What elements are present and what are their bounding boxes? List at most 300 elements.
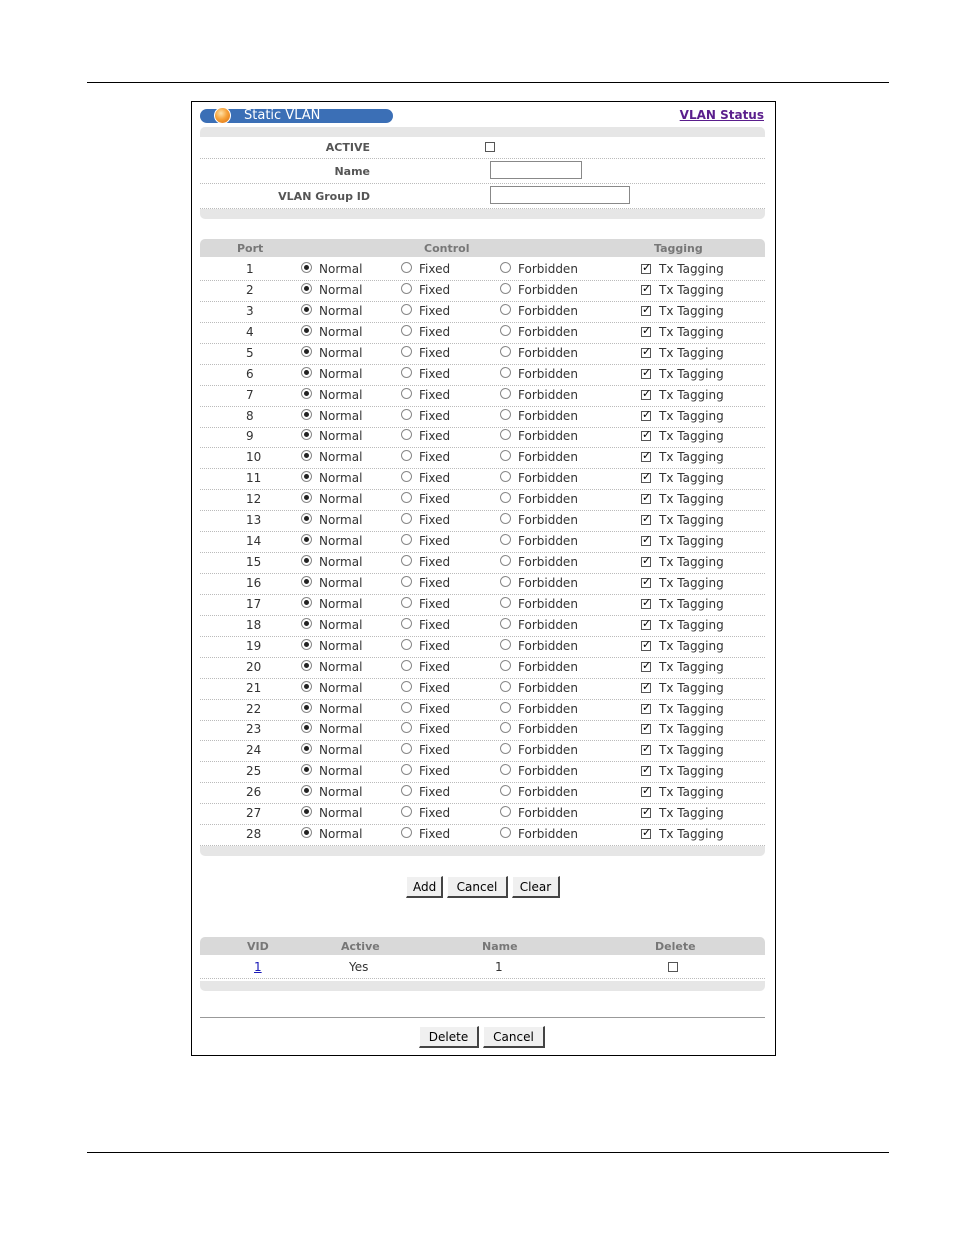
port-row [200, 322, 765, 344]
forbidden-radio[interactable] [500, 722, 511, 733]
normal-radio[interactable] [301, 283, 312, 294]
fixed-label: Fixed [419, 681, 451, 695]
fixed-radio[interactable] [401, 597, 412, 608]
tx-tagging-checkbox[interactable] [641, 452, 651, 462]
port-number: 14 [246, 534, 262, 548]
normal-label: Normal [319, 304, 363, 318]
normal-radio[interactable] [301, 367, 312, 378]
tx-tagging-checkbox[interactable] [641, 557, 651, 567]
port-number: 6 [246, 367, 254, 381]
tx-tagging-checkbox[interactable] [641, 745, 651, 755]
name-row [200, 159, 765, 184]
port-table-bottom-band [200, 846, 765, 856]
forbidden-label: Forbidden [518, 388, 578, 402]
tx-tagging-label: Tx Tagging [659, 576, 724, 590]
tx-tagging-checkbox[interactable] [641, 683, 651, 693]
forbidden-label: Forbidden [518, 576, 578, 590]
forbidden-radio[interactable] [500, 576, 511, 587]
static-vlan-panel [191, 101, 776, 1056]
forbidden-label: Forbidden [518, 806, 578, 820]
fixed-radio[interactable] [401, 346, 412, 357]
fixed-radio[interactable] [401, 806, 412, 817]
normal-radio[interactable] [301, 722, 312, 733]
fixed-radio[interactable] [401, 702, 412, 713]
fixed-radio[interactable] [401, 429, 412, 440]
forbidden-label: Forbidden [518, 262, 578, 276]
fixed-label: Fixed [419, 492, 451, 506]
tx-tagging-label: Tx Tagging [659, 827, 724, 841]
port-row [200, 468, 765, 490]
tx-tagging-checkbox[interactable] [641, 285, 651, 295]
tx-tagging-label: Tx Tagging [659, 429, 724, 443]
tx-tagging-label: Tx Tagging [659, 597, 724, 611]
fixed-label: Fixed [419, 618, 451, 632]
tx-tagging-checkbox[interactable] [641, 704, 651, 714]
tx-tagging-checkbox[interactable] [641, 515, 651, 525]
tx-tagging-label: Tx Tagging [659, 471, 724, 485]
tx-tagging-checkbox[interactable] [641, 494, 651, 504]
forbidden-radio[interactable] [500, 429, 511, 440]
port-row [200, 657, 765, 679]
tx-tagging-label: Tx Tagging [659, 806, 724, 820]
port-row [200, 824, 765, 846]
fixed-label: Fixed [419, 702, 451, 716]
normal-radio[interactable] [301, 429, 312, 440]
active-value: Yes [349, 960, 369, 974]
port-row [200, 615, 765, 637]
vid-link[interactable]: 1 [254, 960, 262, 974]
forbidden-label: Forbidden [518, 513, 578, 527]
forbidden-radio[interactable] [500, 325, 511, 336]
tx-tagging-label: Tx Tagging [659, 492, 724, 506]
normal-radio[interactable] [301, 471, 312, 482]
fixed-label: Fixed [419, 388, 451, 402]
fixed-radio[interactable] [401, 367, 412, 378]
tagging-header: Tagging [654, 242, 703, 255]
port-number: 25 [246, 764, 262, 778]
port-number: 23 [246, 722, 262, 736]
port-number: 12 [246, 492, 262, 506]
normal-label: Normal [319, 367, 363, 381]
fixed-label: Fixed [419, 806, 451, 820]
normal-label: Normal [319, 388, 363, 402]
fixed-radio[interactable] [401, 409, 412, 420]
forbidden-radio[interactable] [500, 492, 511, 503]
forbidden-label: Forbidden [518, 660, 578, 674]
tx-tagging-label: Tx Tagging [659, 660, 724, 674]
tx-tagging-checkbox[interactable] [641, 662, 651, 672]
forbidden-radio[interactable] [500, 681, 511, 692]
normal-label: Normal [319, 346, 363, 360]
forbidden-radio[interactable] [500, 409, 511, 420]
port-row [200, 385, 765, 407]
normal-radio[interactable] [301, 764, 312, 775]
fixed-radio[interactable] [401, 283, 412, 294]
tx-tagging-label: Tx Tagging [659, 785, 724, 799]
fixed-label: Fixed [419, 576, 451, 590]
normal-label: Normal [319, 785, 363, 799]
tx-tagging-checkbox[interactable] [641, 620, 651, 630]
fixed-radio[interactable] [401, 764, 412, 775]
fixed-radio[interactable] [401, 555, 412, 566]
normal-radio[interactable] [301, 576, 312, 587]
normal-label: Normal [319, 764, 363, 778]
fixed-label: Fixed [419, 283, 451, 297]
tx-tagging-checkbox[interactable] [641, 829, 651, 839]
port-number: 21 [246, 681, 262, 695]
fixed-radio[interactable] [401, 743, 412, 754]
clear-button[interactable]: Clear [512, 876, 560, 898]
normal-radio[interactable] [301, 702, 312, 713]
port-header: Port [237, 242, 264, 255]
normal-radio[interactable] [301, 555, 312, 566]
forbidden-radio[interactable] [500, 702, 511, 713]
forbidden-label: Forbidden [518, 618, 578, 632]
port-number: 20 [246, 660, 262, 674]
tx-tagging-label: Tx Tagging [659, 262, 724, 276]
forbidden-radio[interactable] [500, 555, 511, 566]
normal-label: Normal [319, 639, 363, 653]
fixed-radio[interactable] [401, 660, 412, 671]
forbidden-radio[interactable] [500, 743, 511, 754]
forbidden-label: Forbidden [518, 785, 578, 799]
active-header: Active [341, 940, 380, 953]
forbidden-label: Forbidden [518, 429, 578, 443]
forbidden-radio[interactable] [500, 764, 511, 775]
port-number: 2 [246, 283, 254, 297]
tx-tagging-checkbox[interactable] [641, 306, 651, 316]
forbidden-label: Forbidden [518, 681, 578, 695]
fixed-radio[interactable] [401, 471, 412, 482]
fixed-label: Fixed [419, 429, 451, 443]
summary-table-header [200, 937, 765, 955]
fixed-label: Fixed [419, 660, 451, 674]
normal-label: Normal [319, 471, 363, 485]
port-number: 22 [246, 702, 262, 716]
forbidden-label: Forbidden [518, 492, 578, 506]
forbidden-label: Forbidden [518, 722, 578, 736]
normal-radio[interactable] [301, 785, 312, 796]
port-number: 18 [246, 618, 262, 632]
vid-header: VID [247, 940, 269, 953]
port-number: 5 [246, 346, 254, 360]
name-label: Name [334, 165, 370, 178]
tx-tagging-checkbox[interactable] [641, 578, 651, 588]
fixed-radio[interactable] [401, 722, 412, 733]
port-row [200, 803, 765, 825]
forbidden-radio[interactable] [500, 785, 511, 796]
port-row [200, 259, 765, 281]
delete-checkbox[interactable] [668, 962, 678, 972]
tx-tagging-label: Tx Tagging [659, 764, 724, 778]
fixed-radio[interactable] [401, 262, 412, 273]
forbidden-radio[interactable] [500, 534, 511, 545]
normal-label: Normal [319, 806, 363, 820]
forbidden-radio[interactable] [500, 618, 511, 629]
port-number: 3 [246, 304, 254, 318]
forbidden-label: Forbidden [518, 639, 578, 653]
tx-tagging-checkbox[interactable] [641, 390, 651, 400]
tx-tagging-label: Tx Tagging [659, 639, 724, 653]
port-row [200, 678, 765, 700]
name-value: 1 [495, 960, 503, 974]
fixed-label: Fixed [419, 346, 451, 360]
normal-label: Normal [319, 450, 363, 464]
normal-radio[interactable] [301, 743, 312, 754]
fixed-radio[interactable] [401, 639, 412, 650]
port-row [200, 594, 765, 616]
forbidden-label: Forbidden [518, 702, 578, 716]
fixed-radio[interactable] [401, 618, 412, 629]
fixed-radio[interactable] [401, 388, 412, 399]
port-number: 15 [246, 555, 262, 569]
forbidden-radio[interactable] [500, 827, 511, 838]
port-number: 19 [246, 639, 262, 653]
page-bottom-rule [87, 1152, 889, 1153]
group-id-label: VLAN Group ID [278, 190, 370, 203]
cancel-button[interactable]: Cancel [447, 876, 508, 898]
tx-tagging-label: Tx Tagging [659, 722, 724, 736]
add-button[interactable]: Add [406, 876, 443, 898]
forbidden-label: Forbidden [518, 283, 578, 297]
tx-tagging-label: Tx Tagging [659, 304, 724, 318]
forbidden-label: Forbidden [518, 346, 578, 360]
name-input[interactable] [490, 161, 582, 179]
tx-tagging-label: Tx Tagging [659, 367, 724, 381]
name-header: Name [482, 940, 518, 953]
fixed-label: Fixed [419, 409, 451, 423]
tx-tagging-label: Tx Tagging [659, 409, 724, 423]
tx-tagging-checkbox[interactable] [641, 787, 651, 797]
form-bottom-band [200, 209, 765, 219]
forbidden-label: Forbidden [518, 471, 578, 485]
tx-tagging-label: Tx Tagging [659, 346, 724, 360]
tx-tagging-checkbox[interactable] [641, 536, 651, 546]
tx-tagging-label: Tx Tagging [659, 743, 724, 757]
fixed-radio[interactable] [401, 827, 412, 838]
port-row [200, 343, 765, 365]
tx-tagging-checkbox[interactable] [641, 348, 651, 358]
port-number: 24 [246, 743, 262, 757]
forbidden-label: Forbidden [518, 409, 578, 423]
tx-tagging-label: Tx Tagging [659, 555, 724, 569]
fixed-label: Fixed [419, 639, 451, 653]
port-row [200, 552, 765, 574]
fixed-label: Fixed [419, 262, 451, 276]
page-top-rule [87, 82, 889, 83]
forbidden-radio[interactable] [500, 450, 511, 461]
forbidden-label: Forbidden [518, 304, 578, 318]
form-top-band [200, 127, 765, 137]
normal-radio[interactable] [301, 534, 312, 545]
port-row [200, 573, 765, 595]
normal-label: Normal [319, 597, 363, 611]
port-row [200, 719, 765, 741]
forbidden-label: Forbidden [518, 743, 578, 757]
normal-label: Normal [319, 618, 363, 632]
summary-bottom-band [200, 981, 765, 991]
orange-orb-icon [214, 107, 231, 124]
port-number: 17 [246, 597, 262, 611]
normal-radio[interactable] [301, 618, 312, 629]
port-number: 9 [246, 429, 254, 443]
forbidden-radio[interactable] [500, 513, 511, 524]
port-row [200, 406, 765, 428]
tx-tagging-label: Tx Tagging [659, 534, 724, 548]
forbidden-label: Forbidden [518, 325, 578, 339]
tx-tagging-checkbox[interactable] [641, 327, 651, 337]
fixed-label: Fixed [419, 785, 451, 799]
tx-tagging-checkbox[interactable] [641, 808, 651, 818]
fixed-label: Fixed [419, 597, 451, 611]
forbidden-radio[interactable] [500, 388, 511, 399]
tx-tagging-checkbox[interactable] [641, 724, 651, 734]
normal-radio[interactable] [301, 827, 312, 838]
port-table-header [200, 239, 765, 257]
tx-tagging-label: Tx Tagging [659, 513, 724, 527]
normal-label: Normal [319, 534, 363, 548]
forbidden-label: Forbidden [518, 450, 578, 464]
forbidden-label: Forbidden [518, 367, 578, 381]
title-bar [200, 109, 393, 123]
normal-label: Normal [319, 743, 363, 757]
fixed-radio[interactable] [401, 681, 412, 692]
port-row [200, 301, 765, 323]
tx-tagging-checkbox[interactable] [641, 369, 651, 379]
port-row [200, 489, 765, 511]
summary-cancel-button[interactable]: Cancel [483, 1026, 545, 1048]
tx-tagging-checkbox[interactable] [641, 473, 651, 483]
port-number: 1 [246, 262, 254, 276]
port-row [200, 761, 765, 783]
forbidden-radio[interactable] [500, 367, 511, 378]
normal-radio[interactable] [301, 388, 312, 399]
fixed-radio[interactable] [401, 513, 412, 524]
normal-label: Normal [319, 492, 363, 506]
forbidden-radio[interactable] [500, 262, 511, 273]
fixed-label: Fixed [419, 743, 451, 757]
normal-radio[interactable] [301, 346, 312, 357]
active-checkbox[interactable] [485, 142, 495, 152]
normal-label: Normal [319, 576, 363, 590]
tx-tagging-label: Tx Tagging [659, 325, 724, 339]
normal-radio[interactable] [301, 262, 312, 273]
normal-radio[interactable] [301, 513, 312, 524]
forbidden-label: Forbidden [518, 555, 578, 569]
group-id-row [200, 184, 765, 209]
tx-tagging-checkbox[interactable] [641, 766, 651, 776]
port-row [200, 699, 765, 721]
fixed-radio[interactable] [401, 492, 412, 503]
tx-tagging-checkbox[interactable] [641, 641, 651, 651]
tx-tagging-checkbox[interactable] [641, 431, 651, 441]
normal-label: Normal [319, 555, 363, 569]
forbidden-radio[interactable] [500, 639, 511, 650]
vlan-status-link[interactable]: VLAN Status [679, 108, 764, 122]
fixed-radio[interactable] [401, 785, 412, 796]
fixed-label: Fixed [419, 722, 451, 736]
fixed-label: Fixed [419, 764, 451, 778]
port-number: 7 [246, 388, 254, 402]
port-row [200, 447, 765, 469]
tx-tagging-label: Tx Tagging [659, 681, 724, 695]
normal-radio[interactable] [301, 639, 312, 650]
fixed-radio[interactable] [401, 534, 412, 545]
forbidden-radio[interactable] [500, 471, 511, 482]
summary-row [200, 957, 765, 979]
normal-radio[interactable] [301, 597, 312, 608]
normal-label: Normal [319, 827, 363, 841]
port-number: 10 [246, 450, 262, 464]
fixed-radio[interactable] [401, 450, 412, 461]
normal-label: Normal [319, 283, 363, 297]
normal-radio[interactable] [301, 409, 312, 420]
tx-tagging-checkbox[interactable] [641, 264, 651, 274]
fixed-label: Fixed [419, 534, 451, 548]
forbidden-radio[interactable] [500, 660, 511, 671]
tx-tagging-checkbox[interactable] [641, 411, 651, 421]
fixed-radio[interactable] [401, 576, 412, 587]
normal-radio[interactable] [301, 660, 312, 671]
forbidden-radio[interactable] [500, 283, 511, 294]
delete-header: Delete [655, 940, 696, 953]
fixed-label: Fixed [419, 555, 451, 569]
fixed-label: Fixed [419, 471, 451, 485]
fixed-label: Fixed [419, 304, 451, 318]
forbidden-label: Forbidden [518, 827, 578, 841]
forbidden-radio[interactable] [500, 806, 511, 817]
tx-tagging-checkbox[interactable] [641, 599, 651, 609]
normal-radio[interactable] [301, 681, 312, 692]
fixed-label: Fixed [419, 325, 451, 339]
port-row [200, 364, 765, 386]
forbidden-label: Forbidden [518, 534, 578, 548]
normal-label: Normal [319, 409, 363, 423]
tx-tagging-label: Tx Tagging [659, 388, 724, 402]
normal-radio[interactable] [301, 492, 312, 503]
port-row [200, 740, 765, 762]
active-label: ACTIVE [325, 141, 370, 154]
forbidden-radio[interactable] [500, 346, 511, 357]
normal-radio[interactable] [301, 325, 312, 336]
fixed-label: Fixed [419, 827, 451, 841]
normal-label: Normal [319, 513, 363, 527]
normal-label: Normal [319, 702, 363, 716]
fixed-label: Fixed [419, 513, 451, 527]
port-number: 13 [246, 513, 262, 527]
normal-radio[interactable] [301, 806, 312, 817]
port-number: 11 [246, 471, 262, 485]
forbidden-label: Forbidden [518, 597, 578, 611]
port-row [200, 510, 765, 532]
group-id-input[interactable] [490, 186, 630, 204]
port-number: 26 [246, 785, 262, 799]
tx-tagging-label: Tx Tagging [659, 618, 724, 632]
tx-tagging-label: Tx Tagging [659, 283, 724, 297]
normal-label: Normal [319, 429, 363, 443]
forbidden-label: Forbidden [518, 764, 578, 778]
fixed-radio[interactable] [401, 325, 412, 336]
normal-label: Normal [319, 325, 363, 339]
fixed-radio[interactable] [401, 304, 412, 315]
active-row [200, 137, 765, 159]
forbidden-radio[interactable] [500, 597, 511, 608]
forbidden-radio[interactable] [500, 304, 511, 315]
normal-radio[interactable] [301, 450, 312, 461]
delete-button[interactable]: Delete [419, 1026, 479, 1048]
normal-radio[interactable] [301, 304, 312, 315]
tx-tagging-label: Tx Tagging [659, 702, 724, 716]
